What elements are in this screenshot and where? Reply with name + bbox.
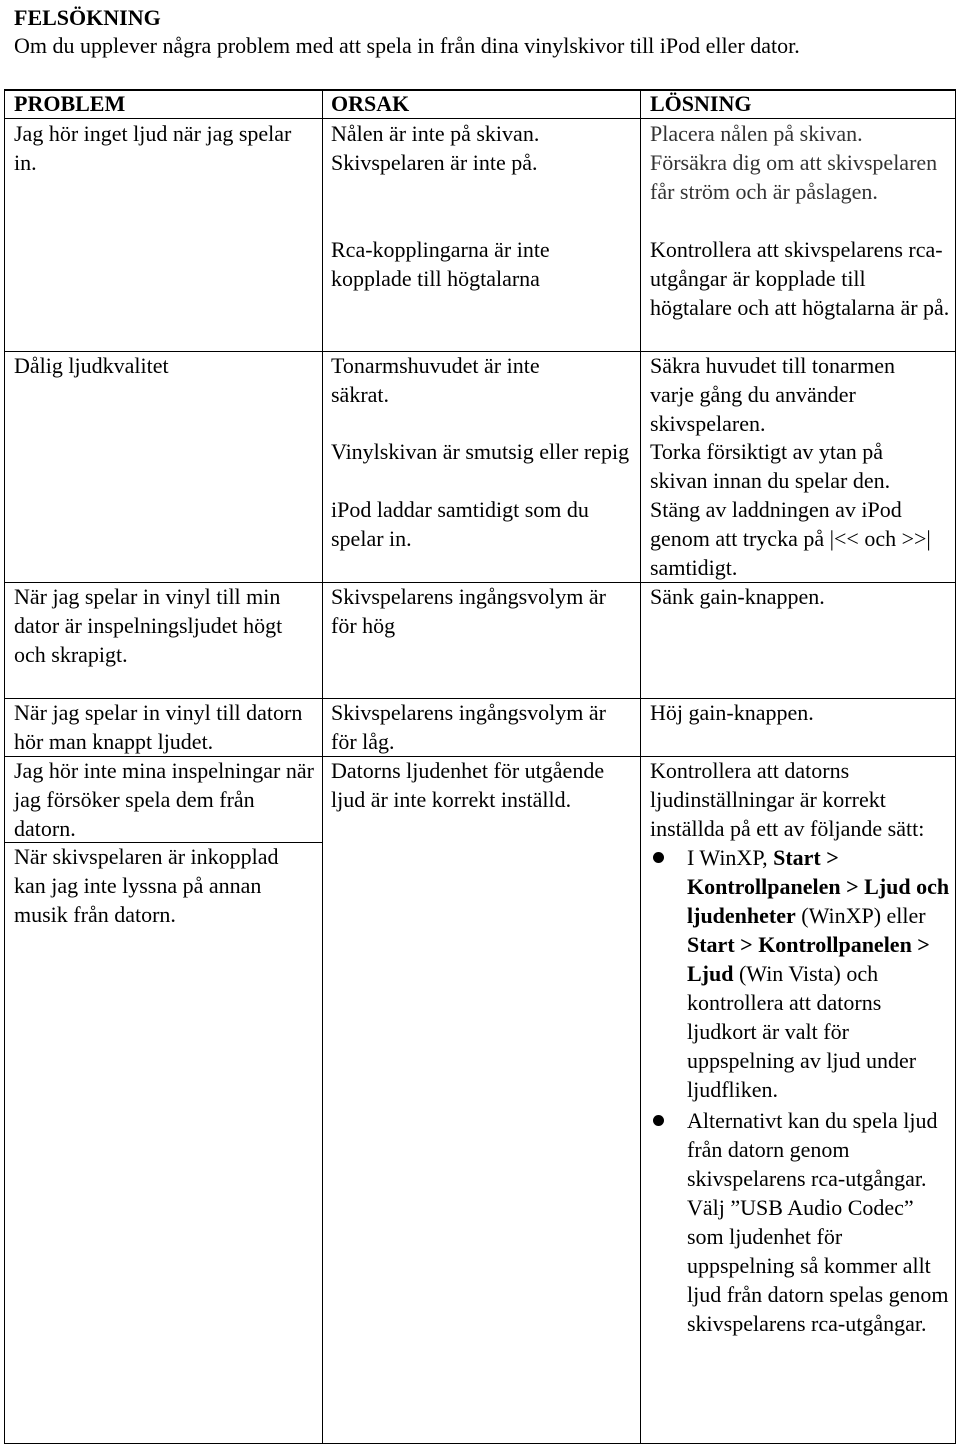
column-header-cause: ORSAK — [331, 91, 410, 116]
column-divider — [640, 89, 641, 1444]
list-item — [650, 1106, 950, 1338]
solution-cell — [650, 756, 950, 1338]
cause-cell: Datorns ljudenhet för utgående ljud är inte korrekt inställd. — [331, 758, 605, 812]
problem-cell: Dålig ljudkvalitet — [14, 353, 169, 378]
cause-cell: Rca-kopplingarna är inte kopplade till högtalarna — [331, 237, 550, 291]
cause-cell: Skivspelaren är inte på. — [331, 150, 538, 175]
cause-cell: iPod laddar samtidigt som du spelar in. — [331, 497, 589, 551]
intro-text: Om du upplever några problem med att spela in från dina vinylskivor till iPod eller dator. — [14, 33, 800, 58]
cause-cell: Tonarmshuvudet är inte säkrat. — [331, 353, 540, 407]
cause-cell: Skivspelarens ingångsvolym är för låg. — [331, 700, 606, 754]
table-border-left — [4, 89, 5, 1444]
problem-cell: Jag hör inget ljud när jag spelar in. — [14, 121, 292, 175]
page-title: FELSÖKNING — [14, 5, 161, 30]
solution-cell: Torka försiktigt av ytan på skivan innan du spelar den. — [650, 439, 891, 493]
cause-cell: Skivspelarens ingångsvolym är för hög — [331, 584, 606, 638]
list-item — [650, 843, 950, 1104]
bullet-bold-path: Start > Kontrollpanelen > Ljud och ljudenheter — [687, 845, 950, 928]
solution-cell: Sänk gain-knappen. — [650, 584, 825, 609]
problem-cell: När jag spelar in vinyl till datorn hör man knappt ljudet. — [14, 700, 303, 754]
bullet-icon — [653, 1115, 664, 1126]
column-header-problem: PROBLEM — [14, 91, 126, 116]
solution-cell: Stäng av laddningen av iPod genom att trycka på |<< och >>| samtidigt. — [650, 497, 931, 580]
table-border-bottom — [4, 1443, 956, 1444]
solution-cell: Höj gain-knappen. — [650, 700, 814, 725]
cause-cell: Vinylskivan är smutsig eller repig — [331, 439, 630, 464]
cause-cell: Nålen är inte på skivan. — [331, 121, 540, 146]
solution-cell: Säkra huvudet till tonarmen varje gång du använder skivspelaren. — [650, 353, 895, 436]
solution-intro: Kontrollera att datorns ljudinställningar är korrekt inställda på ett av följande sätt: — [650, 758, 925, 841]
bullet-text: (Win Vista) och kontrollera att datorns ljudkort är valt för uppspelning av ljud under ljudfliken. — [687, 961, 917, 1102]
column-divider — [322, 89, 323, 1444]
column-header-solution: LÖSNING — [650, 91, 752, 116]
problem-cell: Jag hör inte mina inspelningar när jag försöker spela dem från datorn. — [14, 758, 314, 841]
solution-cell: Placera nålen på skivan. — [650, 121, 863, 146]
bullet-text: Alternativt kan du spela ljud från datorn genom skivspelarens rca-utgångar. Välj ”USB Audio Codec” som ljudenhet för uppspelning så kommer allt ljud från datorn spelas genom skivspelarens rca-utgångar. — [687, 1108, 949, 1336]
bullet-text: (WinXP) eller — [795, 903, 926, 928]
bullet-text: I WinXP, — [687, 845, 774, 870]
solution-cell: Försäkra dig om att skivspelaren får ström och är påslagen. — [650, 150, 938, 204]
solution-cell: Kontrollera att skivspelarens rca-utgångar är kopplade till högtalare och att högtalarna är på. — [650, 237, 950, 320]
table-border-right — [955, 89, 956, 1444]
problem-cell: När jag spelar in vinyl till min dator är inspelningsljudet högt och skrapigt. — [14, 584, 283, 667]
bullet-bold-path: Start > Kontrollpanelen > Ljud — [687, 932, 930, 986]
problem-cell: När skivspelaren är inkopplad kan jag inte lyssna på annan musik från datorn. — [14, 844, 279, 927]
bullet-icon — [653, 852, 664, 863]
solution-bullet-list — [650, 843, 950, 1338]
